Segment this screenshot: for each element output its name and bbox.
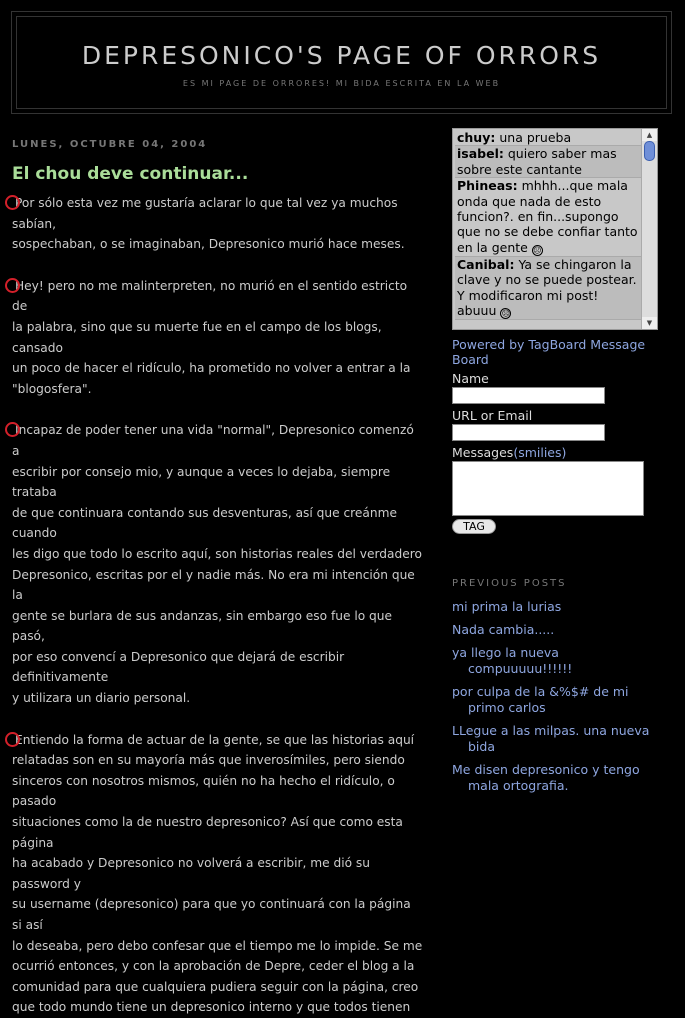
post-line: por eso convencí a Depresonico que dejará de escribir definitivamente: [12, 649, 345, 685]
post-line: que todo mundo tiene un depresonico interno y que todos tienen: [12, 1000, 411, 1015]
tag-entry: [455, 146, 641, 178]
sidebar: [452, 128, 662, 801]
post-line: Depresonico, escritas por el y nadie más. No era mi intención que la: [12, 567, 415, 603]
post-line: la palabra, sino que su muerte fue en el campo de los blogs, cansado: [12, 319, 382, 355]
previous-posts-list: [452, 599, 662, 794]
tagboard-scrollbar[interactable]: [641, 129, 657, 329]
blog-header-inner: [16, 16, 667, 109]
previous-posts-heading: PREVIOUS POSTS: [452, 578, 567, 589]
post-paragraph-2: [12, 276, 424, 400]
previous-post-link[interactable]: LLegue a las milpas. una nueva bida: [452, 723, 650, 754]
tagboard-list: [455, 130, 641, 320]
previous-post-link[interactable]: Nada cambia.....: [452, 622, 555, 637]
message-textarea[interactable]: [452, 461, 644, 516]
post-line: Hey! pero no me malinterpreten, no murió en el sentido estricto de: [12, 278, 408, 314]
tag-text: Ya se chingaron la clave y no se puede postear. Y modificaron mi post! abuuu: [457, 256, 637, 319]
post-line: ocurrió entonces, y con la aprobación de Depre, ceder el blog a la: [12, 959, 415, 974]
tag-entry: [455, 178, 641, 257]
post-paragraph-4: [12, 730, 424, 1018]
post-line: situaciones como la de nuestro depresonico? Así que como esta página: [12, 815, 403, 850]
post-line: lo deseaba, pero debo confesar que el tiempo me lo impide. Se me: [12, 938, 423, 953]
scroll-up-arrow-icon[interactable]: ▲: [642, 129, 657, 141]
blog-description: ES MI PAGE DE ORRORES! MI BIDA ESCRITA EN LA WEB: [182, 79, 501, 88]
previous-post-link[interactable]: Me disen depresonico y tengo mala ortografia.: [452, 762, 640, 793]
tagboard-messages[interactable]: [452, 128, 658, 330]
tag-text: mhhh...que mala onda que nada de esto funcion?. en fin...supongo que no se debe confiar tanto en la gente: [457, 178, 638, 255]
blog-header: [11, 11, 672, 114]
tag-entry: [455, 257, 641, 320]
post-line: Entiendo la forma de actuar de la gente, se que las historias aquí: [15, 732, 415, 747]
post-paragraph-1: [12, 193, 424, 255]
post-line: sinceros con nosotros mismos, quién no ha hecho el ridículo, o pasado: [12, 773, 395, 809]
post-line: de que continuara contando sus desventuras, así que creánme cuando: [12, 505, 397, 541]
post-line: comunidad para que cualquiera pudiera seguir con la página, creo: [12, 979, 419, 994]
tag-submit-button[interactable]: TAG: [452, 519, 496, 534]
post-title[interactable]: El chou deve continuar...: [12, 164, 249, 184]
post-line: su username (depresonico) para que yo continuará con la página si así: [12, 897, 411, 932]
post-line: un poco de hacer el ridículo, ha prometido no volver a entrar a la: [12, 361, 411, 376]
name-input[interactable]: [452, 387, 605, 404]
post-line: gente se burlara de sus andanzas, sin embargo eso fue lo que pasó,: [12, 608, 393, 644]
previous-post-link[interactable]: mi prima la lurias: [452, 599, 562, 614]
tag-text: quiero saber mas sobre este cantante: [457, 146, 617, 177]
messages-label-text: Messages: [452, 445, 514, 460]
tag-author: Canibal:: [457, 256, 515, 272]
post-line: "blogosfera".: [12, 381, 92, 396]
tag-author: isabel:: [457, 146, 504, 162]
blog-title[interactable]: DEPRESONICO'S PAGE OF ORRORS: [81, 41, 602, 70]
name-label: Name: [452, 371, 489, 386]
tag-author: Phineas:: [457, 178, 518, 194]
post-body: [12, 193, 424, 1018]
red-circle-annotation: [5, 195, 20, 210]
tag-text: una prueba: [499, 130, 572, 145]
post-date: LUNES, OCTUBRE 04, 2004: [12, 139, 208, 150]
post-line: sospechaban, o se imaginaban, Depresonico murió hace meses.: [12, 237, 405, 252]
url-label: URL or Email: [452, 408, 533, 423]
post-paragraph-3: [12, 420, 424, 708]
scroll-thumb[interactable]: [644, 141, 655, 161]
post-line: y utilizara un diario personal.: [12, 691, 191, 706]
frown-emoticon-icon: ☹: [501, 309, 511, 319]
previous-post-link[interactable]: por culpa de la &%$# de mi primo carlos: [452, 684, 629, 715]
red-circle-annotation: [5, 278, 20, 293]
red-circle-annotation: [5, 732, 20, 747]
tagboard-powered-link[interactable]: Powered by TagBoard Message Board: [452, 337, 646, 367]
post-line: ha acabado y Depresonico no volverá a escribir, me dió su password y: [12, 856, 370, 891]
main-content: [12, 139, 424, 1018]
post-line: Por sólo esta vez me gustaría aclarar lo que tal vez ya muchos sabían,: [12, 196, 398, 231]
tag-author: chuy:: [457, 130, 496, 145]
url-input[interactable]: [452, 424, 605, 441]
post-line: escribir por consejo mio, y aunque a veces lo dejaba, siempre trataba: [12, 464, 391, 500]
frown-emoticon-icon: ☹: [533, 245, 542, 255]
post-line: Incapaz de poder tener una vida "normal", Depresonico comenzó a: [12, 423, 414, 458]
scroll-down-arrow-icon[interactable]: ▼: [642, 317, 657, 329]
previous-post-link[interactable]: ya llego la nueva compuuuuu!!!!!!: [452, 645, 573, 676]
post-line: relatadas son en su mayoría más que inverosímiles, pero siendo: [12, 753, 405, 768]
post-line: les digo que todo lo escrito aquí, son historias reales del verdadero: [12, 546, 422, 561]
messages-label: [452, 446, 662, 460]
tag-entry: [455, 130, 641, 146]
smilies-link[interactable]: (smilies): [513, 445, 567, 460]
